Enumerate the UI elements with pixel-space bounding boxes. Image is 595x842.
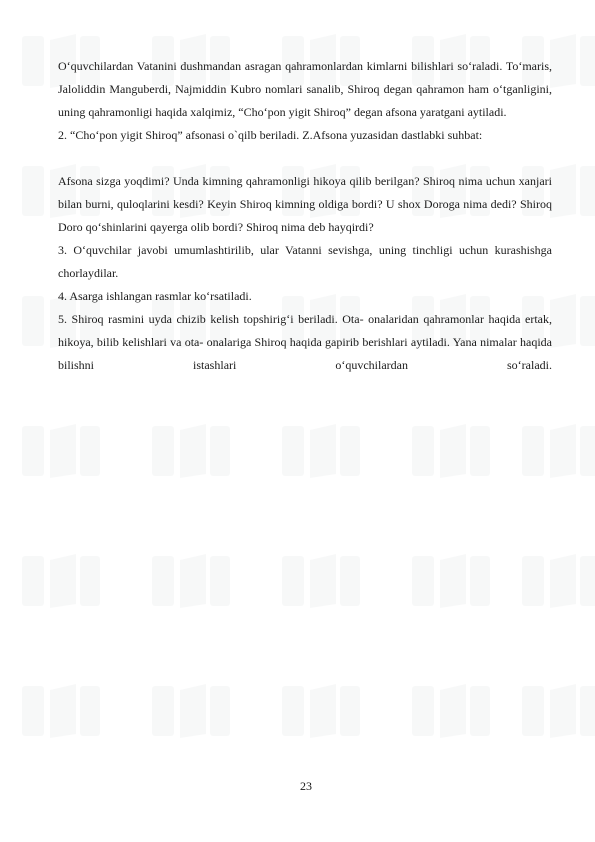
book-logo-icon — [150, 550, 232, 612]
book-logo-icon — [20, 420, 102, 482]
paragraph-questions: Afsona sizga yoqdimi? Unda kimning qahramonligi hikoya qilib berilgan? Shiroq nima uchun xanjari bilan burni, quloqlarini kesdi? Keyin Shiroq kimning oldiga bordi? U shox Doroga nima dedi? Shiroq Doro qo‘shinlarini qayerga olib bordi? Shiroq nima deb hayqirdi? — [58, 174, 552, 234]
book-logo-icon — [410, 420, 492, 482]
book-logo-icon — [20, 680, 102, 742]
book-logo-icon — [280, 420, 362, 482]
book-logo-icon — [520, 680, 595, 742]
paragraph-step-5: 5. Shiroq rasmini uyda chizib kelish topshirig‘i beriladi. Ota- onalaridan qahramonlar haqida ertak, hikoya, bilib kelishlari va ota- onalariga Shiroq haqida gapirib berishlari aytiladi. Yana nimalar haqida bilishni istashlari o‘quvchilardan so‘raladi. — [58, 312, 552, 372]
book-logo-icon — [280, 680, 362, 742]
book-logo-icon — [280, 550, 362, 612]
document-body — [58, 55, 552, 377]
paragraph-step-3: 3. O‘quvchilar javobi umumlashtirilib, ular Vatanni sevishga, uning tinchligi uchun kurashishga chorlaydilar. — [58, 243, 552, 280]
book-logo-icon — [150, 420, 232, 482]
book-logo-icon — [410, 550, 492, 612]
paragraph-intro: O‘quvchilardan Vatanini dushmandan asragan qahramonlardan kimlarni bilishlari so‘raladi. To‘maris, Jaloliddin Manguberdi, Najmiddin Kubro nomlari sanalib, Shiroq degan qahramon ham o‘tganligini, uning qahramonligi haqida xalqimiz, “Cho‘pon yigit Shiroq” degan afsona yaratgani aytiladi. — [58, 59, 552, 119]
book-logo-icon — [520, 420, 595, 482]
book-logo-icon — [20, 550, 102, 612]
paragraph-gap — [58, 147, 552, 170]
book-logo-icon — [410, 680, 492, 742]
book-logo-icon — [150, 680, 232, 742]
paragraph-step-4: 4. Asarga ishlangan rasmlar ko‘rsatiladi. — [58, 289, 252, 303]
paragraph-step-2: 2. “Cho‘pon yigit Shiroq” afsonasi o`qilb beriladi. Z.Afsona yuzasidan dastlabki suhbat: — [58, 128, 483, 142]
book-logo-icon — [520, 550, 595, 612]
page-number: 23 — [300, 779, 312, 793]
